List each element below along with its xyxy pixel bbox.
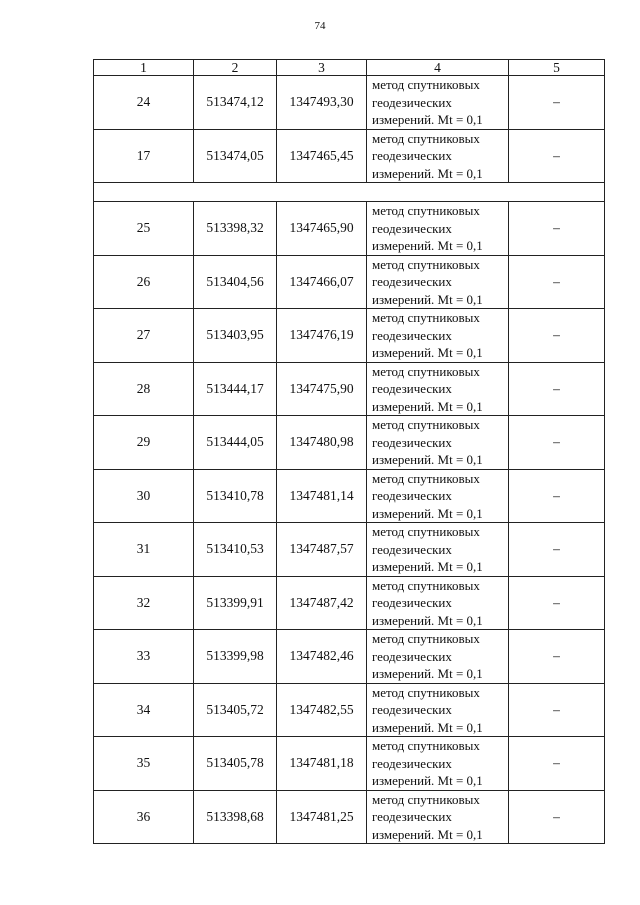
method-line: метод спутниковых	[372, 577, 480, 593]
column-header-1: 1	[94, 60, 194, 76]
y-coordinate-cell: 1347465,90	[277, 202, 367, 256]
note-cell: –	[509, 76, 605, 130]
y-coordinate-cell: 1347476,19	[277, 309, 367, 363]
method-line: метод спутниковых	[372, 310, 480, 325]
method-line: измерений. Mt = 0,1	[372, 773, 483, 788]
method-cell	[367, 737, 509, 791]
method-line: измерений. Mt = 0,1	[372, 112, 483, 127]
method-line: метод спутниковых	[372, 256, 480, 272]
point-number-cell: 34	[94, 683, 194, 737]
y-coordinate-cell: 1347480,98	[277, 416, 367, 470]
y-coordinate-cell: 1347481,14	[277, 469, 367, 523]
method-cell	[367, 362, 509, 416]
point-number-cell: 29	[94, 416, 194, 470]
note-cell: –	[509, 362, 605, 416]
note-cell: –	[509, 129, 605, 183]
point-number-cell: 17	[94, 129, 194, 183]
method-line: измерений. Mt = 0,1	[372, 345, 483, 360]
table-row	[94, 255, 605, 309]
method-line: геодезических	[372, 381, 452, 396]
method-line: метод спутниковых	[372, 203, 480, 218]
table-row	[94, 576, 605, 630]
method-cell	[367, 469, 509, 523]
table-row	[94, 683, 605, 737]
note-cell: –	[509, 790, 605, 844]
method-line: измерений. Mt = 0,1	[372, 559, 483, 574]
method-line: метод спутниковых	[372, 684, 480, 700]
table-row	[94, 416, 605, 470]
note-cell: –	[509, 523, 605, 577]
table-row	[94, 76, 605, 130]
method-cell	[367, 523, 509, 577]
method-line: измерений. Mt = 0,1	[372, 291, 483, 307]
method-line: геодезических	[372, 809, 452, 824]
y-coordinate-cell: 1347465,45	[277, 129, 367, 183]
note-cell: –	[509, 255, 605, 309]
method-cell	[367, 576, 509, 630]
table-row	[94, 790, 605, 844]
y-coordinate-cell: 1347481,25	[277, 790, 367, 844]
method-line: геодезических	[372, 755, 452, 771]
y-coordinate-cell: 1347487,57	[277, 523, 367, 577]
method-line: измерений. Mt = 0,1	[372, 452, 483, 467]
x-coordinate-cell: 513399,98	[194, 630, 277, 684]
note-cell: –	[509, 630, 605, 684]
method-line: геодезических	[372, 702, 452, 717]
method-line: геодезических	[372, 94, 452, 110]
method-line: метод спутниковых	[372, 791, 480, 807]
method-line: измерений. Mt = 0,1	[372, 719, 483, 735]
point-number-cell: 33	[94, 630, 194, 684]
table-row	[94, 523, 605, 577]
method-line: метод спутниковых	[372, 631, 480, 646]
point-number-cell: 28	[94, 362, 194, 416]
method-cell	[367, 255, 509, 309]
note-cell: –	[509, 469, 605, 523]
method-cell	[367, 790, 509, 844]
method-cell	[367, 630, 509, 684]
method-line: геодезических	[372, 541, 452, 557]
point-number-cell: 35	[94, 737, 194, 791]
point-number-cell: 25	[94, 202, 194, 256]
method-line: измерений. Mt = 0,1	[372, 238, 483, 253]
table-header-row	[94, 60, 605, 76]
x-coordinate-cell: 513474,12	[194, 76, 277, 130]
method-line: метод спутниковых	[372, 417, 480, 432]
method-line: геодезических	[372, 274, 452, 289]
x-coordinate-cell: 513405,72	[194, 683, 277, 737]
table-separator-row	[94, 183, 605, 202]
table-row	[94, 309, 605, 363]
y-coordinate-cell: 1347475,90	[277, 362, 367, 416]
page-number: 74	[314, 20, 326, 32]
point-number-cell: 26	[94, 255, 194, 309]
method-cell	[367, 416, 509, 470]
y-coordinate-cell: 1347466,07	[277, 255, 367, 309]
method-line: геодезических	[372, 434, 452, 450]
x-coordinate-cell: 513405,78	[194, 737, 277, 791]
method-line: геодезических	[372, 327, 452, 343]
point-number-cell: 27	[94, 309, 194, 363]
point-number-cell: 31	[94, 523, 194, 577]
method-cell	[367, 129, 509, 183]
method-line: измерений. Mt = 0,1	[372, 666, 483, 681]
table-row	[94, 630, 605, 684]
note-cell: –	[509, 416, 605, 470]
table-row	[94, 362, 605, 416]
x-coordinate-cell: 513444,17	[194, 362, 277, 416]
method-line: измерений. Mt = 0,1	[372, 612, 483, 628]
method-line: геодезических	[372, 148, 452, 163]
method-line: геодезических	[372, 648, 452, 664]
note-cell: –	[509, 683, 605, 737]
method-line: метод спутниковых	[372, 130, 480, 146]
method-cell	[367, 76, 509, 130]
method-line: измерений. Mt = 0,1	[372, 826, 483, 842]
x-coordinate-cell: 513399,91	[194, 576, 277, 630]
y-coordinate-cell: 1347482,55	[277, 683, 367, 737]
y-coordinate-cell: 1347487,42	[277, 576, 367, 630]
method-line: измерений. Mt = 0,1	[372, 398, 483, 414]
table-row	[94, 129, 605, 183]
method-line: геодезических	[372, 220, 452, 236]
method-cell	[367, 202, 509, 256]
y-coordinate-cell: 1347493,30	[277, 76, 367, 130]
separator-cell	[94, 183, 605, 202]
method-line: метод спутниковых	[372, 77, 480, 92]
x-coordinate-cell: 513410,78	[194, 469, 277, 523]
x-coordinate-cell: 513398,68	[194, 790, 277, 844]
x-coordinate-cell: 513474,05	[194, 129, 277, 183]
point-number-cell: 32	[94, 576, 194, 630]
column-header-5: 5	[509, 60, 605, 76]
method-cell	[367, 683, 509, 737]
coordinates-table	[93, 59, 605, 844]
table-row	[94, 469, 605, 523]
x-coordinate-cell: 513398,32	[194, 202, 277, 256]
method-line: измерений. Mt = 0,1	[372, 165, 483, 181]
point-number-cell: 36	[94, 790, 194, 844]
table-row	[94, 737, 605, 791]
note-cell: –	[509, 576, 605, 630]
method-line: измерений. Mt = 0,1	[372, 505, 483, 521]
x-coordinate-cell: 513403,95	[194, 309, 277, 363]
method-line: геодезических	[372, 488, 452, 503]
column-header-4: 4	[367, 60, 509, 76]
x-coordinate-cell: 513410,53	[194, 523, 277, 577]
y-coordinate-cell: 1347482,46	[277, 630, 367, 684]
note-cell: –	[509, 202, 605, 256]
note-cell: –	[509, 309, 605, 363]
method-line: геодезических	[372, 595, 452, 610]
y-coordinate-cell: 1347481,18	[277, 737, 367, 791]
method-line: метод спутниковых	[372, 363, 480, 379]
point-number-cell: 30	[94, 469, 194, 523]
x-coordinate-cell: 513444,05	[194, 416, 277, 470]
method-line: метод спутниковых	[372, 470, 480, 486]
x-coordinate-cell: 513404,56	[194, 255, 277, 309]
method-line: метод спутниковых	[372, 524, 480, 539]
method-line: метод спутниковых	[372, 738, 480, 753]
point-number-cell: 24	[94, 76, 194, 130]
note-cell: –	[509, 737, 605, 791]
method-cell	[367, 309, 509, 363]
table-row	[94, 202, 605, 256]
column-header-3: 3	[277, 60, 367, 76]
column-header-2: 2	[194, 60, 277, 76]
